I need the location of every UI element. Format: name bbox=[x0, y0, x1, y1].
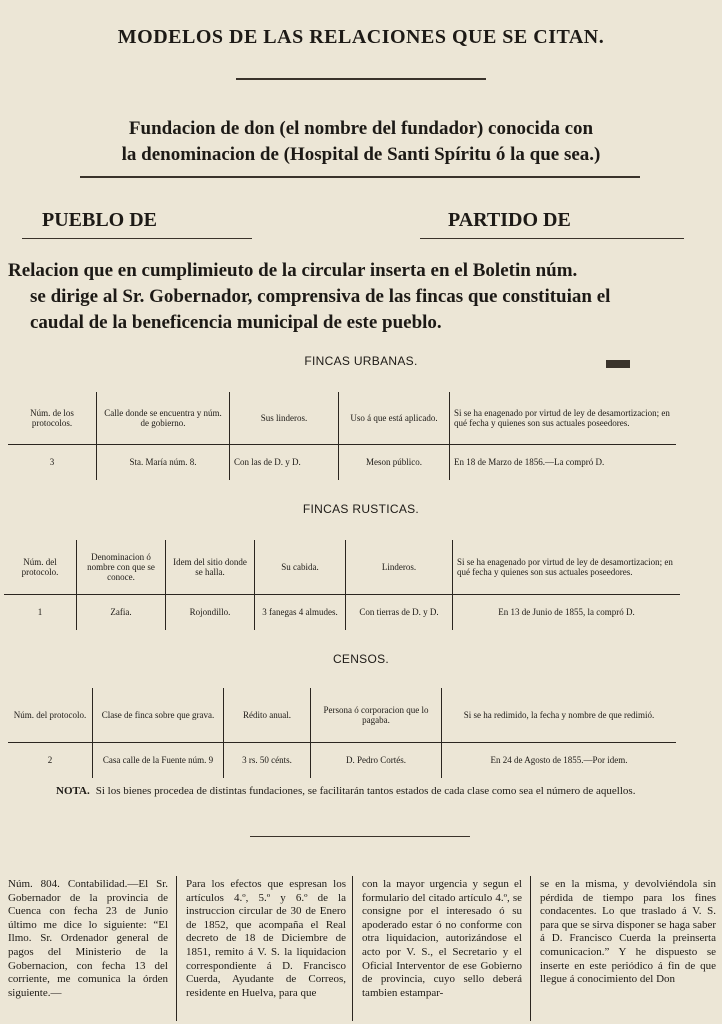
urbanas-header-linderos: Sus linderos. bbox=[230, 392, 339, 444]
table-row bbox=[8, 444, 676, 480]
urbanas-cell-protocolo: 3 bbox=[49, 457, 55, 468]
urbanas-cell-enagenado: En 18 de Marzo de 1856.—La compró D. bbox=[450, 444, 677, 480]
pueblo-label: PUEBLO DE bbox=[42, 209, 158, 231]
rusticas-header-denominacion: Denominacion ó nombre con que se conoce. bbox=[77, 540, 166, 594]
nota-text: Si los bienes procedea de distintas fundaciones, se facilitarán tantos estados de cada clase como sea el número de aquellos. bbox=[95, 785, 636, 797]
rusticas-header-protocolo: Núm. del protocolo. bbox=[4, 540, 77, 594]
relacion-line-1: Relacion que en cumplimieuto de la circular inserta en el Boletin núm. bbox=[8, 260, 578, 281]
nota-label: NOTA. bbox=[56, 785, 90, 797]
partido-rule bbox=[420, 238, 684, 239]
table-row bbox=[8, 742, 676, 778]
fundacion-heading bbox=[40, 116, 682, 168]
censos-header-redito: Rédito anual. bbox=[224, 688, 311, 742]
urbanas-cell-linderos: Con las de D. y D. bbox=[230, 444, 339, 480]
column-separator bbox=[530, 876, 531, 1021]
urbanas-header-calle: Calle donde se encuentra y núm. de gobierno. bbox=[97, 392, 230, 444]
pueblo-rule bbox=[22, 238, 252, 239]
censos-header-persona: Persona ó corporacion que lo pagaba. bbox=[311, 688, 442, 742]
censos-header-clase: Clase de finca sobre que grava. bbox=[93, 688, 224, 742]
fundacion-line-1: Fundacion de don (el nombre del fundador) conocida con bbox=[128, 118, 594, 139]
fincas-urbanas-title: FINCAS URBANAS. bbox=[304, 354, 418, 368]
stamp-mark bbox=[606, 360, 630, 368]
partido-label: PARTIDO DE bbox=[448, 209, 571, 231]
fincas-urbanas-table bbox=[8, 392, 676, 480]
table-row bbox=[4, 594, 680, 630]
urbanas-header-uso: Uso á que está aplicado. bbox=[339, 392, 450, 444]
nota-rule bbox=[250, 836, 470, 837]
fundacion-rule bbox=[80, 176, 640, 178]
column-4: se en la misma, y devolviéndola sin pérdida de tiempo para los fines condacentes. Lo que traslado á V. S. para que se sirva disponer se haga saber á D. Francisco Cuerda la preinserta comunicacion.” Y he dispuesto se inserte en este periódico á fin de que llegue á conocimiento del Don bbox=[540, 878, 716, 986]
ornament-rule bbox=[236, 78, 486, 80]
rusticas-header-enagenado: Si se ha enagenado por virtud de ley de desamortizacion; en qué fecha y quienes son sus actuales poseedores. bbox=[453, 540, 681, 594]
column-2: Para los efectos que espresan los artículos 4.º, 5.º y 6.º de la instruccion circular de 30 de Enero de 1852, que acompaña el Real decreto de 18 de Diciembre de 1851, remito á V. S. la liquidacion correspondiente á D. Francisco Cuerda, Ayudante de Correos, residente en Huelva, para que bbox=[186, 878, 346, 999]
censos-header-protocolo: Núm. del protocolo. bbox=[8, 688, 93, 742]
fincas-rusticas-title: FINCAS RUSTICAS. bbox=[302, 502, 420, 516]
censos-cell-redito: 3 rs. 50 cénts. bbox=[224, 742, 311, 778]
urbanas-cell-uso: Meson público. bbox=[339, 444, 450, 480]
relacion-line-2: se dirige al Sr. Gobernador, comprensiva de las fincas que constituian el bbox=[30, 286, 611, 307]
rusticas-cell-linderos: Con tierras de D. y D. bbox=[346, 594, 453, 630]
censos-cell-persona: D. Pedro Cortés. bbox=[311, 742, 442, 778]
censos-cell-clase: Casa calle de la Fuente núm. 9 bbox=[93, 742, 224, 778]
column-1: Núm. 804. Contabilidad.—El Sr. Gobernador de la provincia de Cuenca con fecha 23 de Junio último me dice lo siguiente: “El Ilmo. Sr. Ordenador general de pagos del Ministerio de la Gobernacion, con fecha 13 del corriente, me comunica la órden siguiente.— bbox=[8, 878, 168, 999]
rusticas-cell-protocolo: 1 bbox=[37, 607, 43, 618]
rusticas-header-sitio: Idem del sitio donde se halla. bbox=[166, 540, 255, 594]
column-separator bbox=[352, 876, 353, 1021]
relacion-paragraph bbox=[8, 258, 698, 336]
rusticas-cell-sitio: Rojondillo. bbox=[166, 594, 255, 630]
censos-table bbox=[8, 688, 676, 778]
urbanas-header-protocolo: Núm. de los protocolos. bbox=[8, 392, 97, 444]
rusticas-cell-enagenado: En 13 de Junio de 1855, la compró D. bbox=[453, 594, 681, 630]
column-separator bbox=[176, 876, 177, 1021]
urbanas-header-enagenado: Si se ha enagenado por virtud de ley de desamortizacion; en qué fecha y quienes son sus actuales poseedores. bbox=[450, 392, 677, 444]
rusticas-cell-denominacion: Zafia. bbox=[77, 594, 166, 630]
urbanas-cell-calle: Sta. María núm. 8. bbox=[97, 444, 230, 480]
fundacion-line-2: la denominacion de (Hospital de Santi Spíritu ó la que sea.) bbox=[121, 144, 601, 165]
page-title: MODELOS DE LAS RELACIONES QUE SE CITAN. bbox=[117, 26, 605, 48]
censos-title: CENSOS. bbox=[332, 652, 390, 666]
relacion-line-3: caudal de la beneficencia municipal de este pueblo. bbox=[30, 312, 442, 333]
censos-cell-redimido: En 24 de Agosto de 1855.—Por idem. bbox=[442, 742, 677, 778]
censos-header-redimido: Si se ha redimido, la fecha y nombre de que redimió. bbox=[442, 688, 677, 742]
rusticas-header-cabida: Su cabida. bbox=[255, 540, 346, 594]
fincas-rusticas-table bbox=[4, 540, 680, 630]
column-3: con la mayor urgencia y segun el formulario del citado artículo 4.º, se consigne por el interesado ó su apoderado estar ó no conforme con otra liquidacion, autorizándose el acto por V. S., el Secretario y el Oficial Interventor de ese Gobierno de provincia, cuyo sello deberá tambien estampar- bbox=[362, 878, 522, 999]
censos-cell-protocolo: 2 bbox=[47, 755, 53, 766]
nota bbox=[56, 785, 696, 797]
rusticas-cell-cabida: 3 fanegas 4 almudes. bbox=[255, 594, 346, 630]
rusticas-header-linderos: Linderos. bbox=[346, 540, 453, 594]
